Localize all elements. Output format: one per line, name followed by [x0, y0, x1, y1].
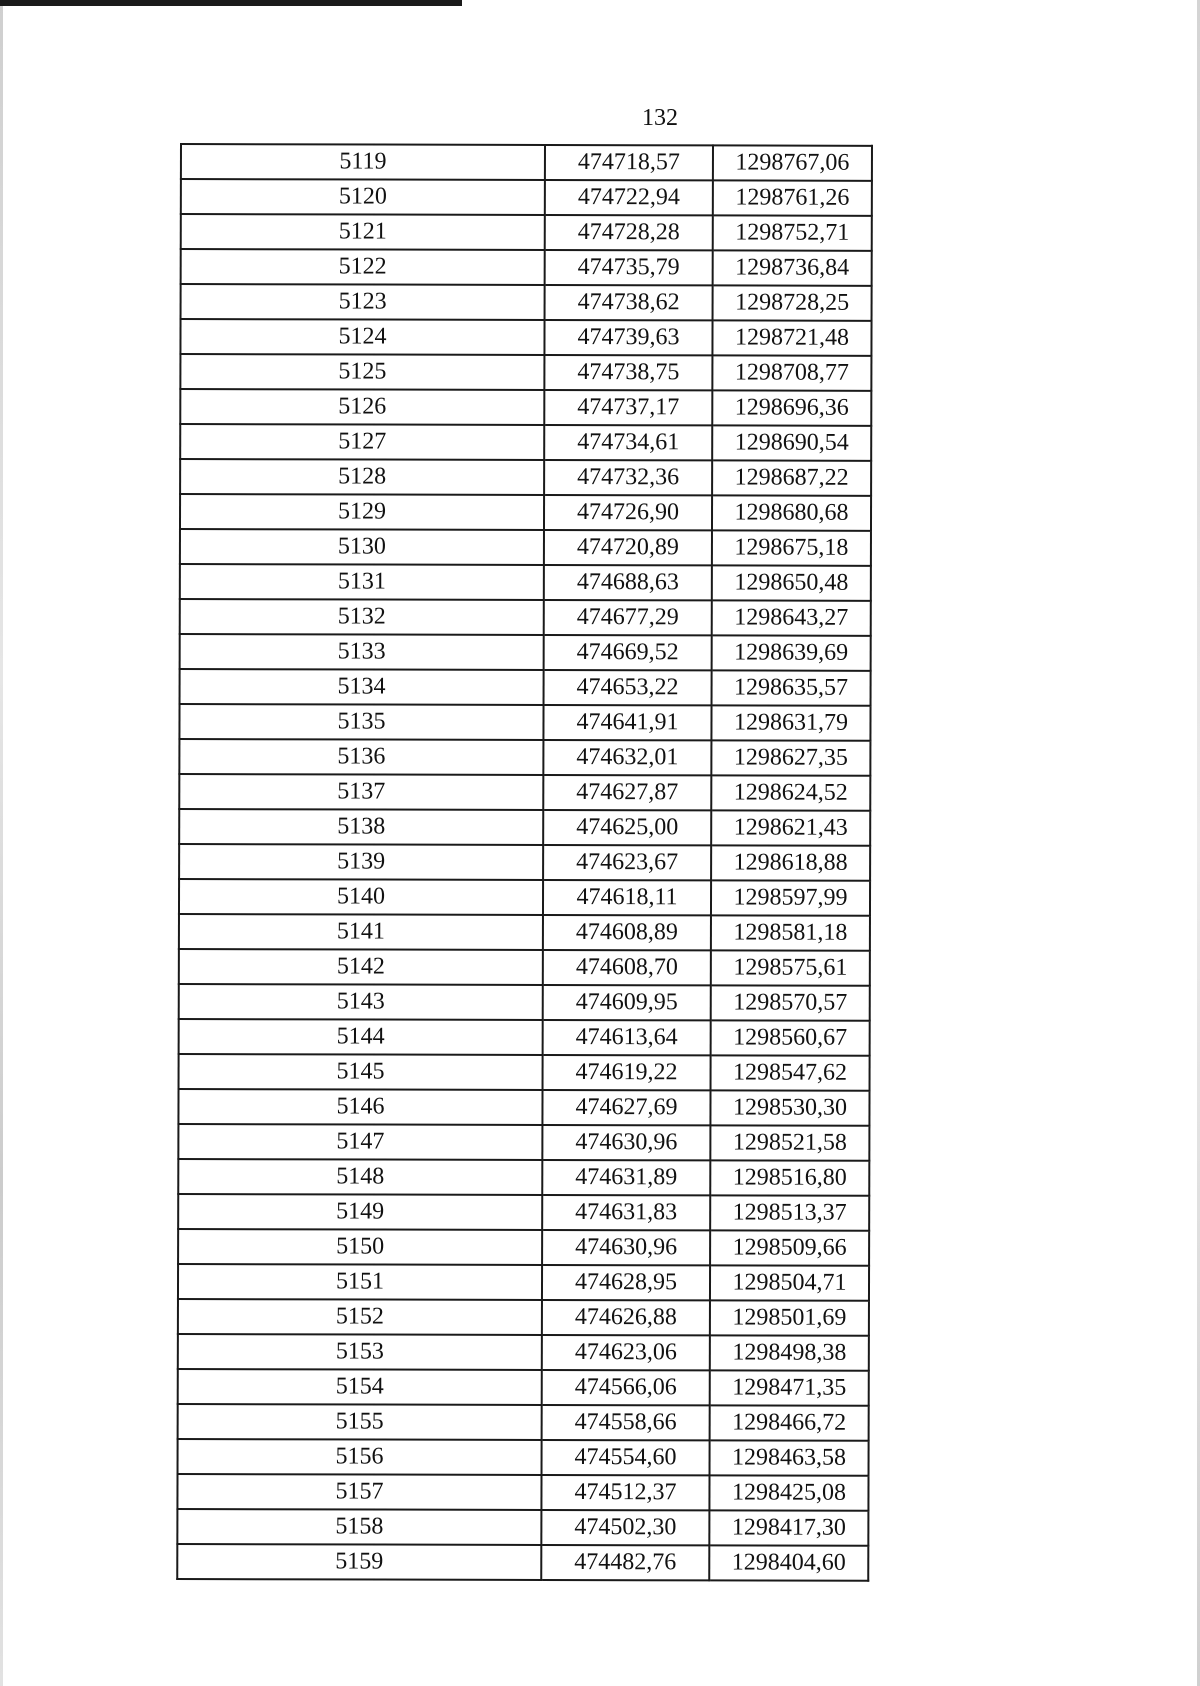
point-number-cell: 5158: [177, 1509, 541, 1545]
table-row: [181, 214, 872, 251]
y-coordinate-cell: 1298530,30: [710, 1090, 869, 1125]
point-number-cell: 5137: [179, 774, 543, 810]
table-row: [179, 1019, 870, 1056]
y-coordinate-cell: 1298404,60: [709, 1545, 868, 1580]
x-coordinate-cell: 474618,11: [543, 880, 711, 915]
coordinates-table-body: [177, 144, 872, 1581]
x-coordinate-cell: 474623,06: [542, 1335, 710, 1370]
point-number-cell: 5154: [178, 1369, 542, 1405]
x-coordinate-cell: 474631,83: [542, 1195, 710, 1230]
point-number-cell: 5146: [178, 1089, 542, 1125]
y-coordinate-cell: 1298650,48: [712, 565, 871, 600]
point-number-cell: 5130: [180, 529, 544, 565]
point-number-cell: 5149: [178, 1194, 542, 1230]
table-row: [179, 739, 870, 776]
table-row: [178, 1089, 869, 1126]
page-number: 132: [642, 105, 678, 131]
y-coordinate-cell: 1298680,68: [712, 495, 871, 530]
x-coordinate-cell: 474554,60: [542, 1440, 710, 1475]
point-number-cell: 5151: [178, 1264, 542, 1300]
table-row: [178, 1159, 869, 1196]
x-coordinate-cell: 474608,70: [543, 950, 711, 985]
y-coordinate-cell: 1298761,26: [713, 180, 872, 215]
x-coordinate-cell: 474737,17: [544, 390, 712, 425]
table-row: [180, 319, 871, 356]
y-coordinate-cell: 1298547,62: [711, 1055, 870, 1090]
y-coordinate-cell: 1298463,58: [710, 1440, 869, 1475]
table-row: [178, 1439, 869, 1476]
x-coordinate-cell: 474482,76: [541, 1545, 709, 1580]
table-row: [180, 354, 871, 391]
table-row: [181, 179, 872, 216]
point-number-cell: 5156: [178, 1439, 542, 1475]
table-row: [181, 284, 872, 321]
scan-left-edge: [0, 0, 3, 1686]
x-coordinate-cell: 474628,95: [542, 1265, 710, 1300]
table-row: [178, 1194, 869, 1231]
x-coordinate-cell: 474558,66: [542, 1405, 710, 1440]
x-coordinate-cell: 474722,94: [545, 180, 713, 215]
x-coordinate-cell: 474688,63: [544, 565, 712, 600]
y-coordinate-cell: 1298752,71: [713, 215, 872, 250]
table-row: [180, 599, 871, 636]
y-coordinate-cell: 1298501,69: [710, 1300, 869, 1335]
y-coordinate-cell: 1298581,18: [711, 915, 870, 950]
table-row: [180, 634, 871, 671]
point-number-cell: 5147: [178, 1124, 542, 1160]
table-row: [179, 809, 870, 846]
point-number-cell: 5121: [181, 214, 545, 250]
table-row: [180, 424, 871, 461]
scan-top-bar: [0, 0, 462, 6]
y-coordinate-cell: 1298624,52: [711, 775, 870, 810]
x-coordinate-cell: 474735,79: [545, 250, 713, 285]
table-row: [181, 144, 872, 181]
y-coordinate-cell: 1298560,67: [711, 1020, 870, 1055]
x-coordinate-cell: 474613,64: [543, 1020, 711, 1055]
point-number-cell: 5145: [179, 1054, 543, 1090]
y-coordinate-cell: 1298721,48: [712, 320, 871, 355]
x-coordinate-cell: 474726,90: [544, 495, 712, 530]
point-number-cell: 5122: [181, 249, 545, 285]
y-coordinate-cell: 1298471,35: [710, 1370, 869, 1405]
y-coordinate-cell: 1298425,08: [709, 1475, 868, 1510]
point-number-cell: 5128: [180, 459, 544, 495]
x-coordinate-cell: 474630,96: [542, 1230, 710, 1265]
table-row: [180, 389, 871, 426]
y-coordinate-cell: 1298639,69: [712, 635, 871, 670]
table-row: [179, 914, 870, 951]
x-coordinate-cell: 474734,61: [544, 425, 712, 460]
table-row: [177, 1509, 868, 1546]
x-coordinate-cell: 474566,06: [542, 1370, 710, 1405]
x-coordinate-cell: 474653,22: [544, 670, 712, 705]
table-row: [179, 984, 870, 1021]
x-coordinate-cell: 474627,87: [543, 775, 711, 810]
point-number-cell: 5153: [178, 1334, 542, 1370]
table-row: [180, 529, 871, 566]
point-number-cell: 5132: [180, 599, 544, 635]
x-coordinate-cell: 474626,88: [542, 1300, 710, 1335]
table-row: [181, 249, 872, 286]
y-coordinate-cell: 1298643,27: [712, 600, 871, 635]
point-number-cell: 5144: [179, 1019, 543, 1055]
y-coordinate-cell: 1298516,80: [710, 1160, 869, 1195]
point-number-cell: 5119: [181, 144, 545, 180]
table-row: [178, 1369, 869, 1406]
y-coordinate-cell: 1298631,79: [711, 705, 870, 740]
table-row: [180, 564, 871, 601]
table-row: [178, 1229, 869, 1266]
y-coordinate-cell: 1298696,36: [712, 390, 871, 425]
point-number-cell: 5134: [180, 669, 544, 705]
table-row: [179, 774, 870, 811]
point-number-cell: 5143: [179, 984, 543, 1020]
point-number-cell: 5125: [180, 354, 544, 390]
table-row: [180, 669, 871, 706]
y-coordinate-cell: 1298498,38: [710, 1335, 869, 1370]
table-row: [179, 949, 870, 986]
y-coordinate-cell: 1298690,54: [712, 425, 871, 460]
point-number-cell: 5141: [179, 914, 543, 950]
y-coordinate-cell: 1298570,57: [711, 985, 870, 1020]
x-coordinate-cell: 474669,52: [544, 635, 712, 670]
y-coordinate-cell: 1298687,22: [712, 460, 871, 495]
point-number-cell: 5142: [179, 949, 543, 985]
x-coordinate-cell: 474720,89: [544, 530, 712, 565]
y-coordinate-cell: 1298504,71: [710, 1265, 869, 1300]
y-coordinate-cell: 1298575,61: [711, 950, 870, 985]
table-row: [177, 1474, 868, 1511]
table-row: [178, 1404, 869, 1441]
x-coordinate-cell: 474609,95: [543, 985, 711, 1020]
x-coordinate-cell: 474738,75: [544, 355, 712, 390]
y-coordinate-cell: 1298728,25: [713, 285, 872, 320]
table-row: [180, 494, 871, 531]
x-coordinate-cell: 474718,57: [545, 145, 713, 180]
table-row: [178, 1124, 869, 1161]
point-number-cell: 5123: [181, 284, 545, 320]
table-row: [178, 1299, 869, 1336]
point-number-cell: 5150: [178, 1229, 542, 1265]
point-number-cell: 5129: [180, 494, 544, 530]
x-coordinate-cell: 474728,28: [545, 215, 713, 250]
point-number-cell: 5148: [178, 1159, 542, 1195]
x-coordinate-cell: 474502,30: [541, 1510, 709, 1545]
y-coordinate-cell: 1298736,84: [713, 250, 872, 285]
y-coordinate-cell: 1298627,35: [711, 740, 870, 775]
x-coordinate-cell: 474641,91: [543, 705, 711, 740]
x-coordinate-cell: 474631,89: [542, 1160, 710, 1195]
y-coordinate-cell: 1298597,99: [711, 880, 870, 915]
y-coordinate-cell: 1298521,58: [710, 1125, 869, 1160]
x-coordinate-cell: 474625,00: [543, 810, 711, 845]
y-coordinate-cell: 1298513,37: [710, 1195, 869, 1230]
point-number-cell: 5157: [177, 1474, 541, 1510]
x-coordinate-cell: 474627,69: [542, 1090, 710, 1125]
point-number-cell: 5124: [180, 319, 544, 355]
point-number-cell: 5135: [179, 704, 543, 740]
table-row: [178, 1334, 869, 1371]
table-row: [179, 704, 870, 741]
y-coordinate-cell: 1298675,18: [712, 530, 871, 565]
table-row: [178, 1264, 869, 1301]
point-number-cell: 5159: [177, 1544, 541, 1580]
point-number-cell: 5140: [179, 879, 543, 915]
table-row: [179, 879, 870, 916]
x-coordinate-cell: 474739,63: [544, 320, 712, 355]
point-number-cell: 5126: [180, 389, 544, 425]
x-coordinate-cell: 474630,96: [542, 1125, 710, 1160]
y-coordinate-cell: 1298708,77: [712, 355, 871, 390]
x-coordinate-cell: 474623,67: [543, 845, 711, 880]
table-row: [180, 459, 871, 496]
y-coordinate-cell: 1298635,57: [712, 670, 871, 705]
point-number-cell: 5138: [179, 809, 543, 845]
x-coordinate-cell: 474608,89: [543, 915, 711, 950]
table-row: [179, 844, 870, 881]
coordinates-table: [176, 143, 873, 1582]
point-number-cell: 5152: [178, 1299, 542, 1335]
x-coordinate-cell: 474619,22: [543, 1055, 711, 1090]
point-number-cell: 5131: [180, 564, 544, 600]
point-number-cell: 5127: [180, 424, 544, 460]
y-coordinate-cell: 1298466,72: [710, 1405, 869, 1440]
x-coordinate-cell: 474732,36: [544, 460, 712, 495]
x-coordinate-cell: 474512,37: [541, 1475, 709, 1510]
y-coordinate-cell: 1298417,30: [709, 1510, 868, 1545]
point-number-cell: 5139: [179, 844, 543, 880]
point-number-cell: 5133: [180, 634, 544, 670]
point-number-cell: 5136: [179, 739, 543, 775]
y-coordinate-cell: 1298618,88: [711, 845, 870, 880]
x-coordinate-cell: 474632,01: [543, 740, 711, 775]
x-coordinate-cell: 474677,29: [544, 600, 712, 635]
y-coordinate-cell: 1298767,06: [713, 145, 872, 180]
table-row: [179, 1054, 870, 1091]
y-coordinate-cell: 1298621,43: [711, 810, 870, 845]
point-number-cell: 5120: [181, 179, 545, 215]
y-coordinate-cell: 1298509,66: [710, 1230, 869, 1265]
x-coordinate-cell: 474738,62: [545, 285, 713, 320]
table-row: [177, 1544, 868, 1581]
point-number-cell: 5155: [178, 1404, 542, 1440]
